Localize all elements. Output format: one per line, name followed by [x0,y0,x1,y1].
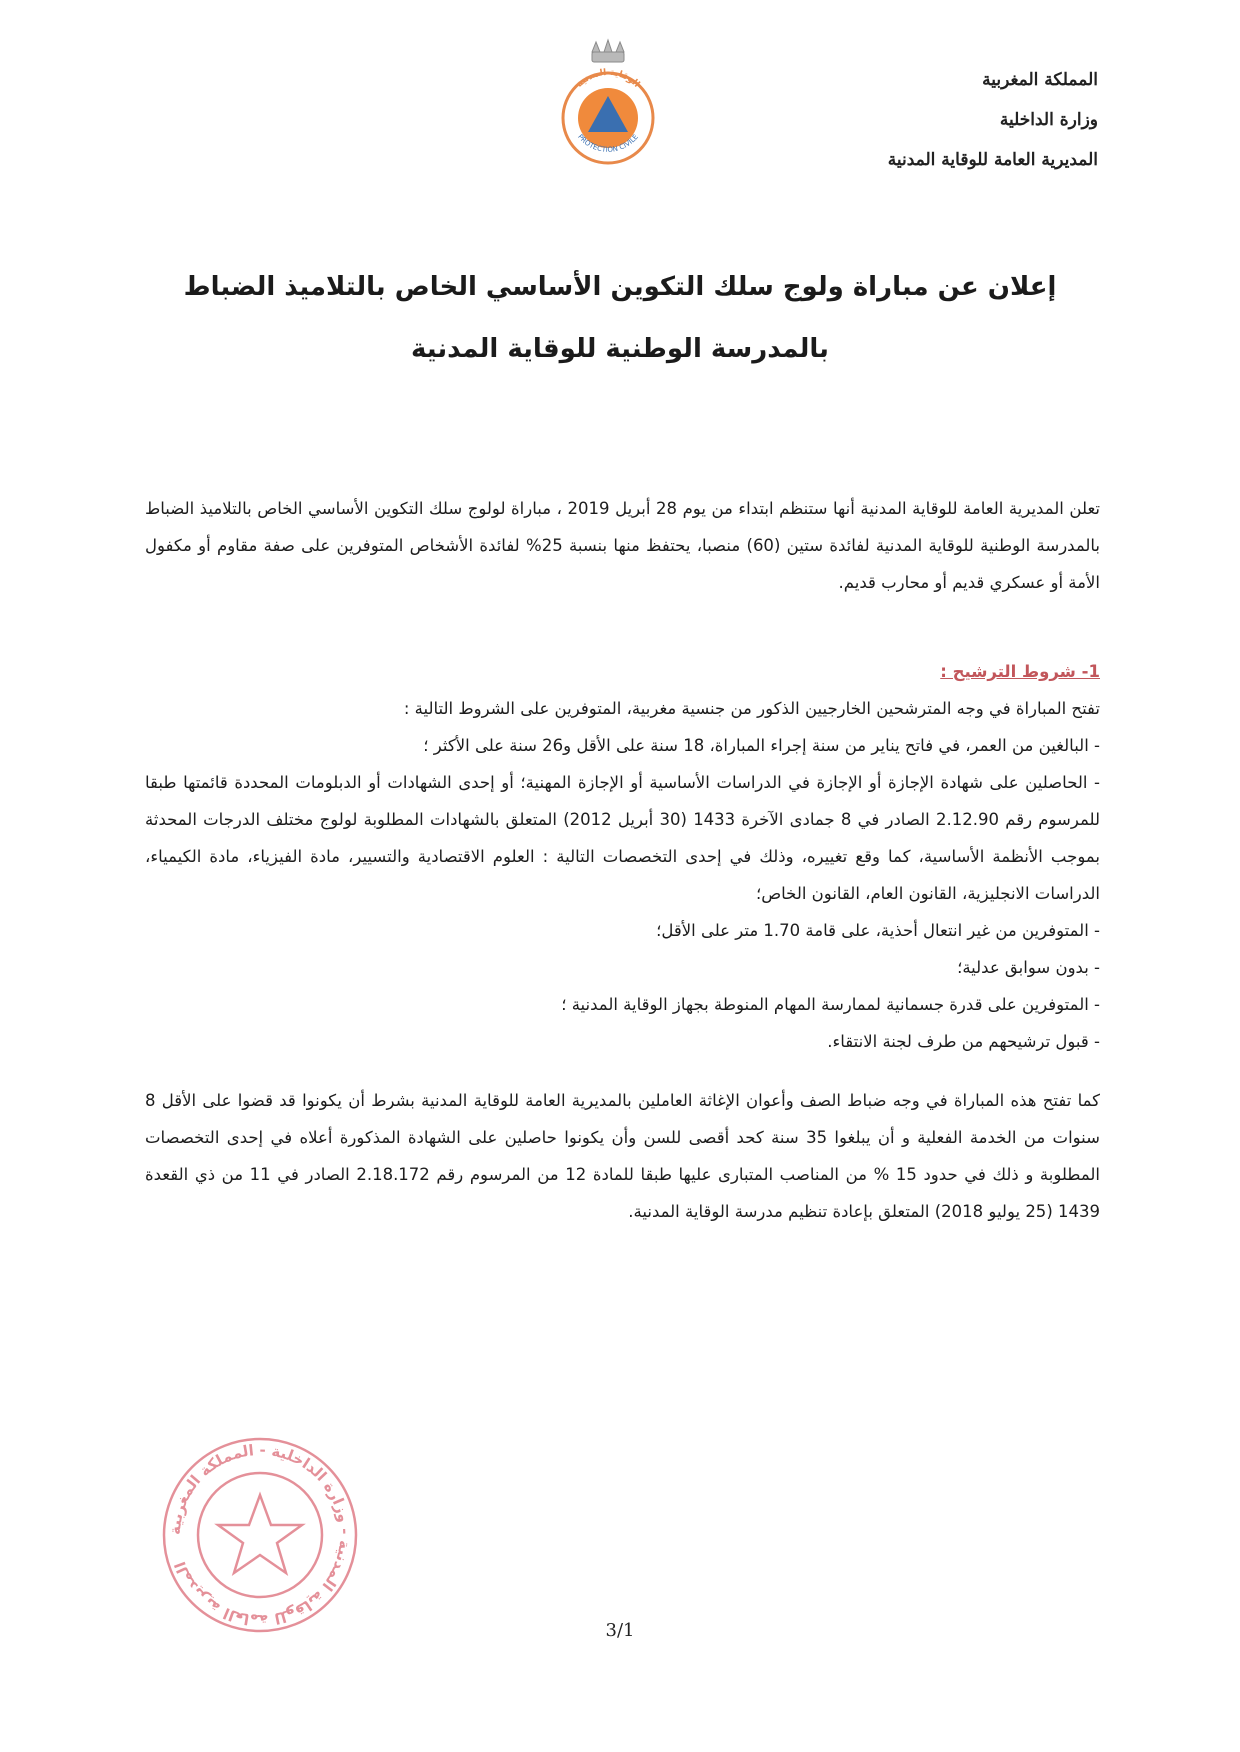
emblem-text-top: الوقاية المدنية [574,67,642,90]
header-kingdom: المملكة المغربية [982,70,1098,90]
title-line-2: بالمدرسة الوطنية للوقاية المدنية [411,334,829,364]
emblem-text-bottom: PROTECTION CIVILE [576,132,640,154]
header-ministry: وزارة الداخلية [999,110,1098,130]
condition-item: - المتوفرين من غير انتعال أحذية، على قامة 1.70 متر على الأقل؛ [656,921,1100,940]
condition-item: - البالغين من العمر، في فاتح يناير من سنة إجراء المباراة، 18 سنة على الأقل و26 سنة على الأكثر ؛ [423,736,1100,755]
announcement-title [160,256,1080,380]
condition-item: - الحاصلين على شهادة الإجازة أو الإجازة في الدراسات الأساسية أو الإجازة المهنية؛ أو إحدى الشهادات أو الدبلومات المحددة قائمتها طبقا للمرسوم رقم 2.12.90 الصادر في 8 جمادى الآخرة 1433 (30 أبريل 2012) المتعلق بالشهادات المطلوبة لولوج مختلف الدرجات المحدثة بموجب الأنظمة الأساسية، كما وقع تغييره، وذلك في إحدى التخصصات التالية : العلوم الاقتصادية والتسيير، مادة الفيزياء، مادة الكيمياء، الدراسات الانجليزية، القانون العام، القانون الخاص؛ [145,773,1100,903]
conditions-lead: تفتح المباراة في وجه المترشحين الخارجيين الذكور من جنسية مغربية، المتوفرين على الشروط التالية : [403,699,1100,718]
civil-protection-emblem-icon [548,38,668,168]
section-heading-conditions: 1- شروط الترشيح : [940,662,1100,681]
header-directorate: المديرية العامة للوقاية المدنية [887,150,1098,170]
condition-item: - قبول ترشيحهم من طرف لجنة الانتقاء. [827,1032,1100,1051]
condition-item: - المتوفرين على قدرة جسمانية لممارسة المهام المنوطة بجهاز الوقاية المدنية ؛ [561,995,1100,1014]
condition-item: - بدون سوابق عدلية؛ [957,958,1100,977]
page-number: 3/1 [605,1620,635,1641]
internal-candidates-paragraph: كما تفتح هذه المباراة في وجه ضباط الصف وأعوان الإغاثة العاملين بالمديرية العامة للوقاية المدنية بشرط أن يكونوا قد قضوا على الأقل 8 سنوات من الخدمة الفعلية و أن يبلغوا 35 سنة كحد أقصى للسن وأن يكونوا حاصلين على الشهادة المذكورة أعلاه في إحدى التخصصات المطلوبة و ذلك في حدود 15 % من المناصب المتبارى عليها طبقا للمادة 12 من المرسوم رقم 2.18.172 الصادر في 11 من ذي القعدة 1439 (25 يوليو 2018) المتعلق بإعادة تنظيم مدرسة الوقاية المدنية. [145,1091,1100,1221]
svg-text:المديرية العامة للوقاية المدني [166,1441,354,1629]
official-stamp-icon [150,1425,370,1640]
title-line-1: إعلان عن مباراة ولوج سلك التكوين الأساسي الخاص بالتلاميذ الضباط [183,272,1057,302]
issuer-header [888,60,1098,180]
intro-paragraph: تعلن المديرية العامة للوقاية المدنية أنها ستنظم ابتداء من يوم 28 أبريل 2019 ، مباراة لولوج سلك التكوين الأساسي الخاص بالتلاميذ الضباط بالمدرسة الوطنية للوقاية المدنية لفائدة ستين (60) منصبا، يحتفظ منها بنسبة 25% لفائدة الأشخاص المتوفرين على صفة مقاوم أو مكفول الأمة أو عسكري قديم أو محارب قديم. [145,499,1101,592]
announcement-body [145,490,1100,1230]
stamp-text: المديرية العامة للوقاية المدنية - وزارة الداخلية - المملكة المغربية [165,1440,355,1630]
